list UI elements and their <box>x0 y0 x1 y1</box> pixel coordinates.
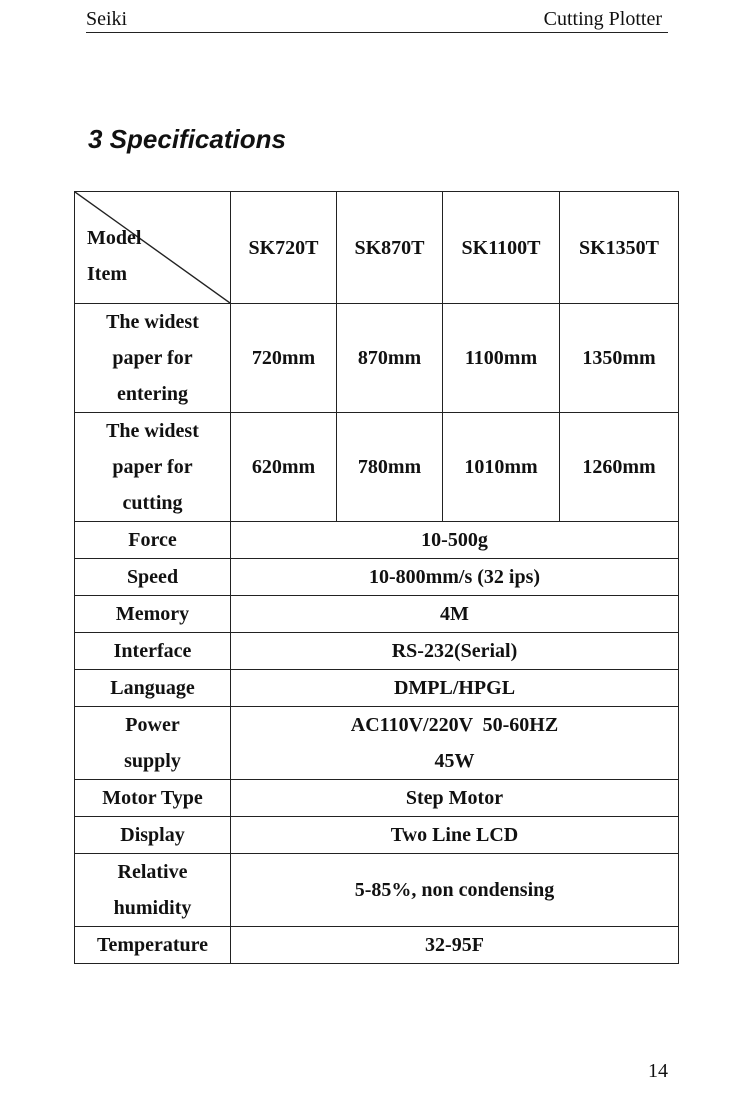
row-label-line: Interface <box>113 640 192 662</box>
row-label-line: Temperature <box>96 934 209 956</box>
row-label-cell <box>75 522 231 559</box>
row-label-line: The widest <box>106 420 199 442</box>
value-cell: 1100mm <box>443 304 560 413</box>
value-cell: 620mm <box>231 413 337 522</box>
row-label-line: Force <box>128 529 177 551</box>
spanned-value-cell <box>231 633 679 670</box>
row-label-line: Relative <box>117 861 188 883</box>
row-label-line: paper for <box>112 347 193 369</box>
row-label-line: Motor Type <box>102 787 203 809</box>
row-label-cell <box>75 670 231 707</box>
table-row <box>75 927 679 964</box>
value-cell: 1350mm <box>560 304 679 413</box>
value-cell: 1260mm <box>560 413 679 522</box>
table-row <box>75 817 679 854</box>
specifications-table <box>74 191 679 964</box>
row-label-cell <box>75 707 231 780</box>
value-line: Step Motor <box>405 787 504 809</box>
page-header <box>86 6 668 33</box>
spanned-value-cell <box>231 927 679 964</box>
spanned-value-cell <box>231 707 679 780</box>
row-label-line: humidity <box>113 897 192 919</box>
value-line: Two Line LCD <box>390 824 519 846</box>
row-label-line: entering <box>116 383 189 405</box>
table-row <box>75 559 679 596</box>
corner-item-label: Item <box>87 263 127 285</box>
row-label-cell <box>75 633 231 670</box>
spanned-value-cell <box>231 817 679 854</box>
value-line: 10-800mm/s (32 ips) <box>368 566 541 588</box>
value-line: 5-85%, non condensing <box>354 879 555 901</box>
value-line: DMPL/HPGL <box>393 677 516 699</box>
row-label-line: Speed <box>126 566 179 588</box>
model-header: SK870T <box>337 192 443 304</box>
table-row <box>75 670 679 707</box>
spanned-value-cell <box>231 780 679 817</box>
table-row <box>75 596 679 633</box>
value-line: 10-500g <box>421 529 488 551</box>
header-brand: Seiki <box>86 8 128 30</box>
value-cell: 720mm <box>231 304 337 413</box>
page-number: 14 <box>648 1060 668 1082</box>
row-label-line: Power <box>125 714 180 736</box>
value-line: 4M <box>440 603 469 625</box>
table-row <box>75 522 679 559</box>
spanned-value-cell <box>231 559 679 596</box>
row-label-line: The widest <box>106 311 199 333</box>
value-line: RS-232(Serial) <box>391 640 518 662</box>
row-label-cell <box>75 780 231 817</box>
row-label-line: Language <box>110 677 195 699</box>
table-row <box>75 633 679 670</box>
table-row <box>75 413 679 522</box>
table-header-row <box>75 192 679 304</box>
row-label-line: Display <box>120 824 185 846</box>
row-label-line: supply <box>124 750 181 772</box>
table-row <box>75 707 679 780</box>
row-label-cell <box>75 304 231 413</box>
spanned-value-cell <box>231 670 679 707</box>
corner-model-label: Model <box>87 227 142 249</box>
table-row <box>75 780 679 817</box>
model-header: SK1350T <box>560 192 679 304</box>
value-cell: 780mm <box>337 413 443 522</box>
spanned-value-cell <box>231 522 679 559</box>
corner-header-cell <box>75 192 231 304</box>
row-label-cell <box>75 854 231 927</box>
value-line: 45W <box>434 750 475 772</box>
row-label-cell <box>75 559 231 596</box>
row-label-cell <box>75 413 231 522</box>
value-cell: 870mm <box>337 304 443 413</box>
model-header: SK720T <box>231 192 337 304</box>
row-label-line: paper for <box>112 456 193 478</box>
row-label-cell <box>75 596 231 633</box>
spanned-value-cell <box>231 854 679 927</box>
table-row <box>75 304 679 413</box>
header-doc-title: Cutting Plotter <box>543 8 662 30</box>
section-title: 3 Specifications <box>88 124 286 154</box>
value-cell: 1010mm <box>443 413 560 522</box>
spanned-value-cell <box>231 596 679 633</box>
row-label-line: cutting <box>122 492 183 514</box>
row-label-cell <box>75 817 231 854</box>
row-label-line: Memory <box>115 603 190 625</box>
table-row <box>75 854 679 927</box>
value-line: AC110V/220V 50-60HZ <box>350 714 559 736</box>
value-line: 32-95F <box>425 934 484 956</box>
model-header: SK1100T <box>443 192 560 304</box>
row-label-cell <box>75 927 231 964</box>
